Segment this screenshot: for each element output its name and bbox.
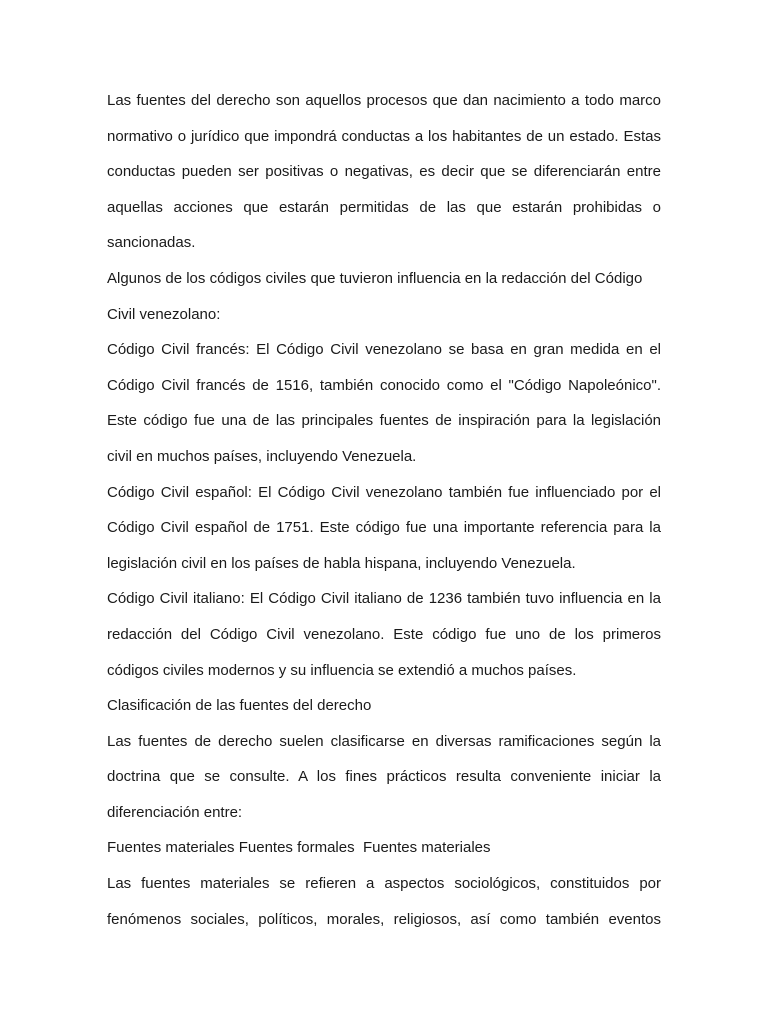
paragraph-codigo-frances: Código Civil francés: El Código Civil venezolano se basa en gran medida en el Código Civil francés de 1516, también conocido como el "Código Napoleónico". Este código fue una de las principales fuentes de inspiración para la legislación civil en muchos países, incluyendo Venezuela. (107, 341, 661, 465)
section-heading: Clasificación de las fuentes del derecho (107, 697, 372, 715)
paragraph-codigo-espanol: Código Civil español: El Código Civil venezolano también fue influenciado por el Código Civil español de 1751. Este código fue una importante referencia para la legislación civil en los países de habla hispana, incluyendo Venezuela. (107, 483, 661, 572)
paragraph-intro: Las fuentes del derecho son aquellos procesos que dan nacimiento a todo marco normativo o jurídico que impondrá conductas a los habitantes de un estado. Estas conductas pueden ser positivas o negativas, es decir que se diferenciarán entre aquellas acciones que estarán permitidas de las que estarán prohibidas o sancionadas. (107, 92, 661, 252)
paragraph-codigo-italiano: Código Civil italiano: El Código Civil italiano de 1236 también tuvo influencia en la redacción del Código Civil venezolano. Este código fue uno de los primeros códigos civiles modernos y su influencia se extendió a muchos países. (107, 590, 661, 679)
paragraph-clasificacion: Las fuentes de derecho suelen clasificarse en diversas ramificaciones según la doctrina que se consulte. A los fines prácticos resulta conveniente iniciar la diferenciación entre: (107, 732, 661, 821)
paragraph-fuentes-list: Fuentes materiales Fuentes formales Fuentes materiales (107, 839, 491, 857)
paragraph-codes-intro: Algunos de los códigos civiles que tuvieron influencia en la redacción del Código Civil venezolano: (107, 269, 643, 323)
paragraph-fuentes-materiales: Las fuentes materiales se refieren a aspectos sociológicos, constituidos por fenómenos sociales, políticos, morales, religiosos, así como también eventos (107, 875, 661, 928)
